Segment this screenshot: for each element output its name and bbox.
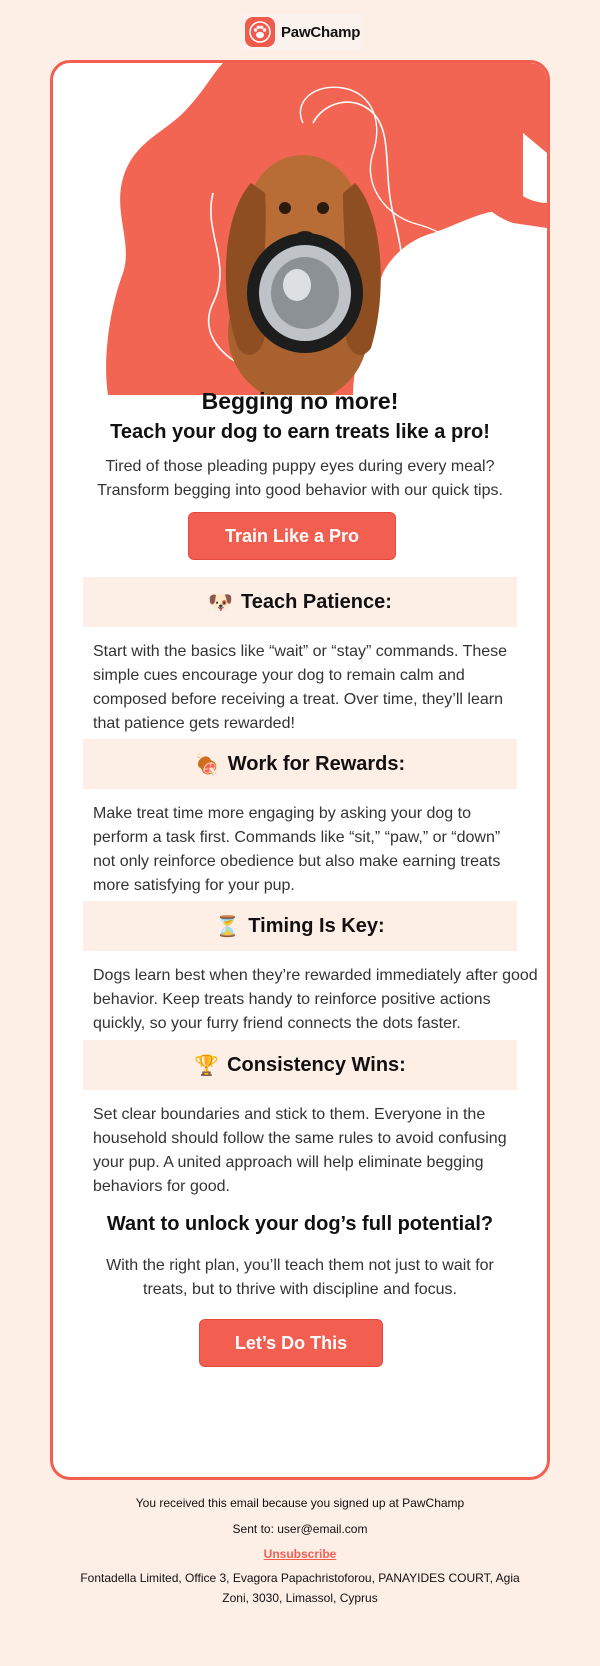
paw-icon <box>245 17 275 47</box>
subheadline: Teach your dog to earn treats like a pro! <box>110 421 490 443</box>
section-body: Dogs learn best when they’re rewarded immediately after good behavior. Keep treats handy to reinforce positive actions quickly, so your furry friend connects the dots faster. <box>93 967 538 1032</box>
hourglass-icon: ⏳ <box>215 915 241 938</box>
outro-text: With the right plan, you’ll teach them not just to wait for treats, but to thrive with discipline and focus. <box>106 1257 494 1298</box>
intro-text: Tired of those pleading puppy eyes during every meal? Transform begging into good behavior with our quick tips. <box>97 458 503 499</box>
footer-reason: You received this email because you signed up at PawChamp <box>135 1496 465 1510</box>
lets-do-this-button[interactable]: Let’s Do This <box>199 1319 383 1367</box>
meat-on-bone-icon: 🍖 <box>194 753 220 776</box>
brand-logo[interactable] <box>243 14 363 50</box>
section-heading-teach-patience <box>83 577 517 627</box>
brand-name: PawChamp <box>281 23 361 41</box>
unsubscribe-link[interactable]: Unsubscribe <box>263 1547 337 1561</box>
train-like-a-pro-button[interactable]: Train Like a Pro <box>188 512 396 560</box>
section-title: Teach Patience: <box>241 590 392 613</box>
footer-address: Fontadella Limited, Office 3, Evagora Papachristoforou, PANAYIDES COURT, Agia Zoni, 3030, Limassol, Cyprus <box>80 1571 520 1605</box>
footer-sent-to: Sent to: user@email.com <box>232 1522 368 1536</box>
email-card <box>50 60 550 1480</box>
hero-image <box>53 63 547 395</box>
section-heading-work-for-rewards <box>83 739 517 789</box>
section-title: Work for Rewards: <box>227 752 406 775</box>
dog-face-icon: 🐶 <box>208 591 234 614</box>
headline: Begging no more! <box>201 388 399 414</box>
section-body: Make treat time more engaging by asking your dog to perform a task first. Commands like “sit,” “paw,” or “down” not only reinforce obedience but also make earning treats more satisfying for your pup. <box>93 805 501 894</box>
section-title: Timing Is Key: <box>248 914 385 937</box>
section-heading-consistency-wins <box>83 1040 517 1090</box>
section-body: Set clear boundaries and stick to them. Everyone in the household should follow the same rules to avoid confusing your pup. A united approach will help eliminate begging behaviors for good. <box>93 1106 507 1195</box>
trophy-icon: 🏆 <box>194 1054 220 1077</box>
outro-title: Want to unlock your dog’s full potential? <box>106 1213 494 1235</box>
section-title: Consistency Wins: <box>227 1053 406 1076</box>
section-body: Start with the basics like “wait” or “stay” commands. These simple cues encourage your dog to remain calm and composed before receiving a treat. Over time, they’ll learn that patience gets rewarded! <box>93 643 508 732</box>
section-heading-timing-is-key <box>83 901 517 951</box>
